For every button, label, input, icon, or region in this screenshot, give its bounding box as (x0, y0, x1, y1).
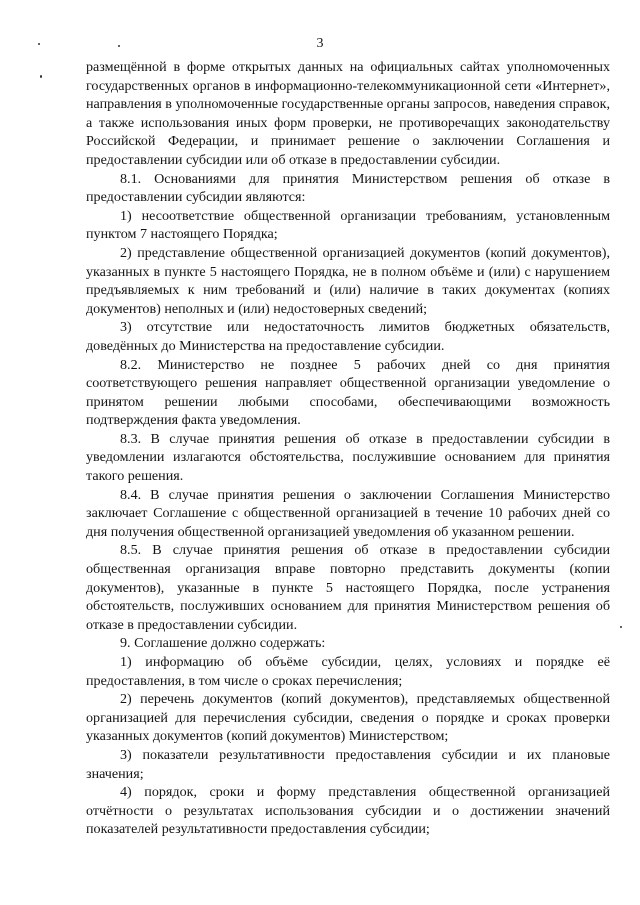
paragraph-9-item-2: 2) перечень документов (копий документов), представляемых общественной организацией для перечисления субсидии, сведения о порядке и сроках проверки указанных документов (копий документов) Министерством; (86, 691, 610, 745)
paragraph-8-3: 8.3. В случае принятия решения об отказе в предоставлении субсидии в уведомлении излагаются обстоятельства, послужившие основанием для принятия такого решения. (86, 430, 610, 485)
paragraph-8-1-item-2: 2) представление общественной организацией документов (копий документов), указанных в пункте 5 настоящего Порядка, не в полном объёме и (или) с нарушением предъявляемых к ним требований и (или) наличие в таких документах (копиях документов) неполных и (или) недостоверных сведений; (86, 244, 610, 317)
paragraph-8-1-item-1: 1) несоответствие общественной организации требованиям, установленным пунктом 7 настоящего Порядка; (86, 207, 610, 243)
paragraph-8-4: 8.4. В случае принятия решения о заключении Соглашения Министерство заключает Соглашение с общественной организацией в течение 10 рабочих дней со дня получения общественной организацией уведомления об указанном решении. (86, 486, 610, 540)
scan-speck (40, 75, 42, 78)
scan-speck (620, 626, 622, 628)
paragraph-9-item-4: 4) порядок, сроки и форму представления общественной организацией отчётности о результатах использования субсидии и о достижении значений показателей результативности предоставления субсидии; (86, 784, 610, 838)
page-number: 3 (316, 36, 324, 51)
paragraph-8-1: 8.1. Основаниями для принятия Министерством решения об отказе в предоставлении субсидии являются: (86, 170, 610, 206)
paragraph-9-item-3: 3) показатели результативности предоставления субсидии и их плановые значения; (86, 746, 610, 782)
paragraph-8-5: 8.5. В случае принятия решения об отказе в предоставлении субсидии общественная организация вправе повторно представить документы (копии документов), указанные в пункте 5 настоящего Порядка, после устранения обстоятельств, послуживших основанием для принятия Министерством решения об отказе в предоставлении субсидии. (86, 542, 610, 633)
document-body (86, 58, 610, 839)
paragraph-9-item-1: 1) информацию об объёме субсидии, целях, условиях и порядке её предоставления, в том числе о сроках перечисления; (86, 654, 610, 689)
paragraph-8-1-item-3: 3) отсутствие или недостаточность лимитов бюджетных обязательств, доведённых до Министерства на предоставление субсидии. (86, 319, 610, 354)
paragraph-continuation: размещённой в форме открытых данных на официальных сайтах уполномоченных государственных органов в информационно-телекоммуникационной сети «Интернет», направления в уполномоченные государственные органы запросов, наведения справок, а также использования иных форм проверки, не противоречащих законодательству Российской Федерации, и принимает решение о заключении Соглашения и предоставлении субсидии или об отказе в предоставлении субсидии. (86, 59, 610, 168)
paragraph-9: 9. Соглашение должно содержать: (120, 635, 326, 652)
paragraph-8-2: 8.2. Министерство не позднее 5 рабочих дней со дня принятия соответствующего решения направляет общественной организации уведомление о принятом решении любыми способами, обеспечивающими возможность подтверждения факта уведомления. (86, 356, 610, 429)
